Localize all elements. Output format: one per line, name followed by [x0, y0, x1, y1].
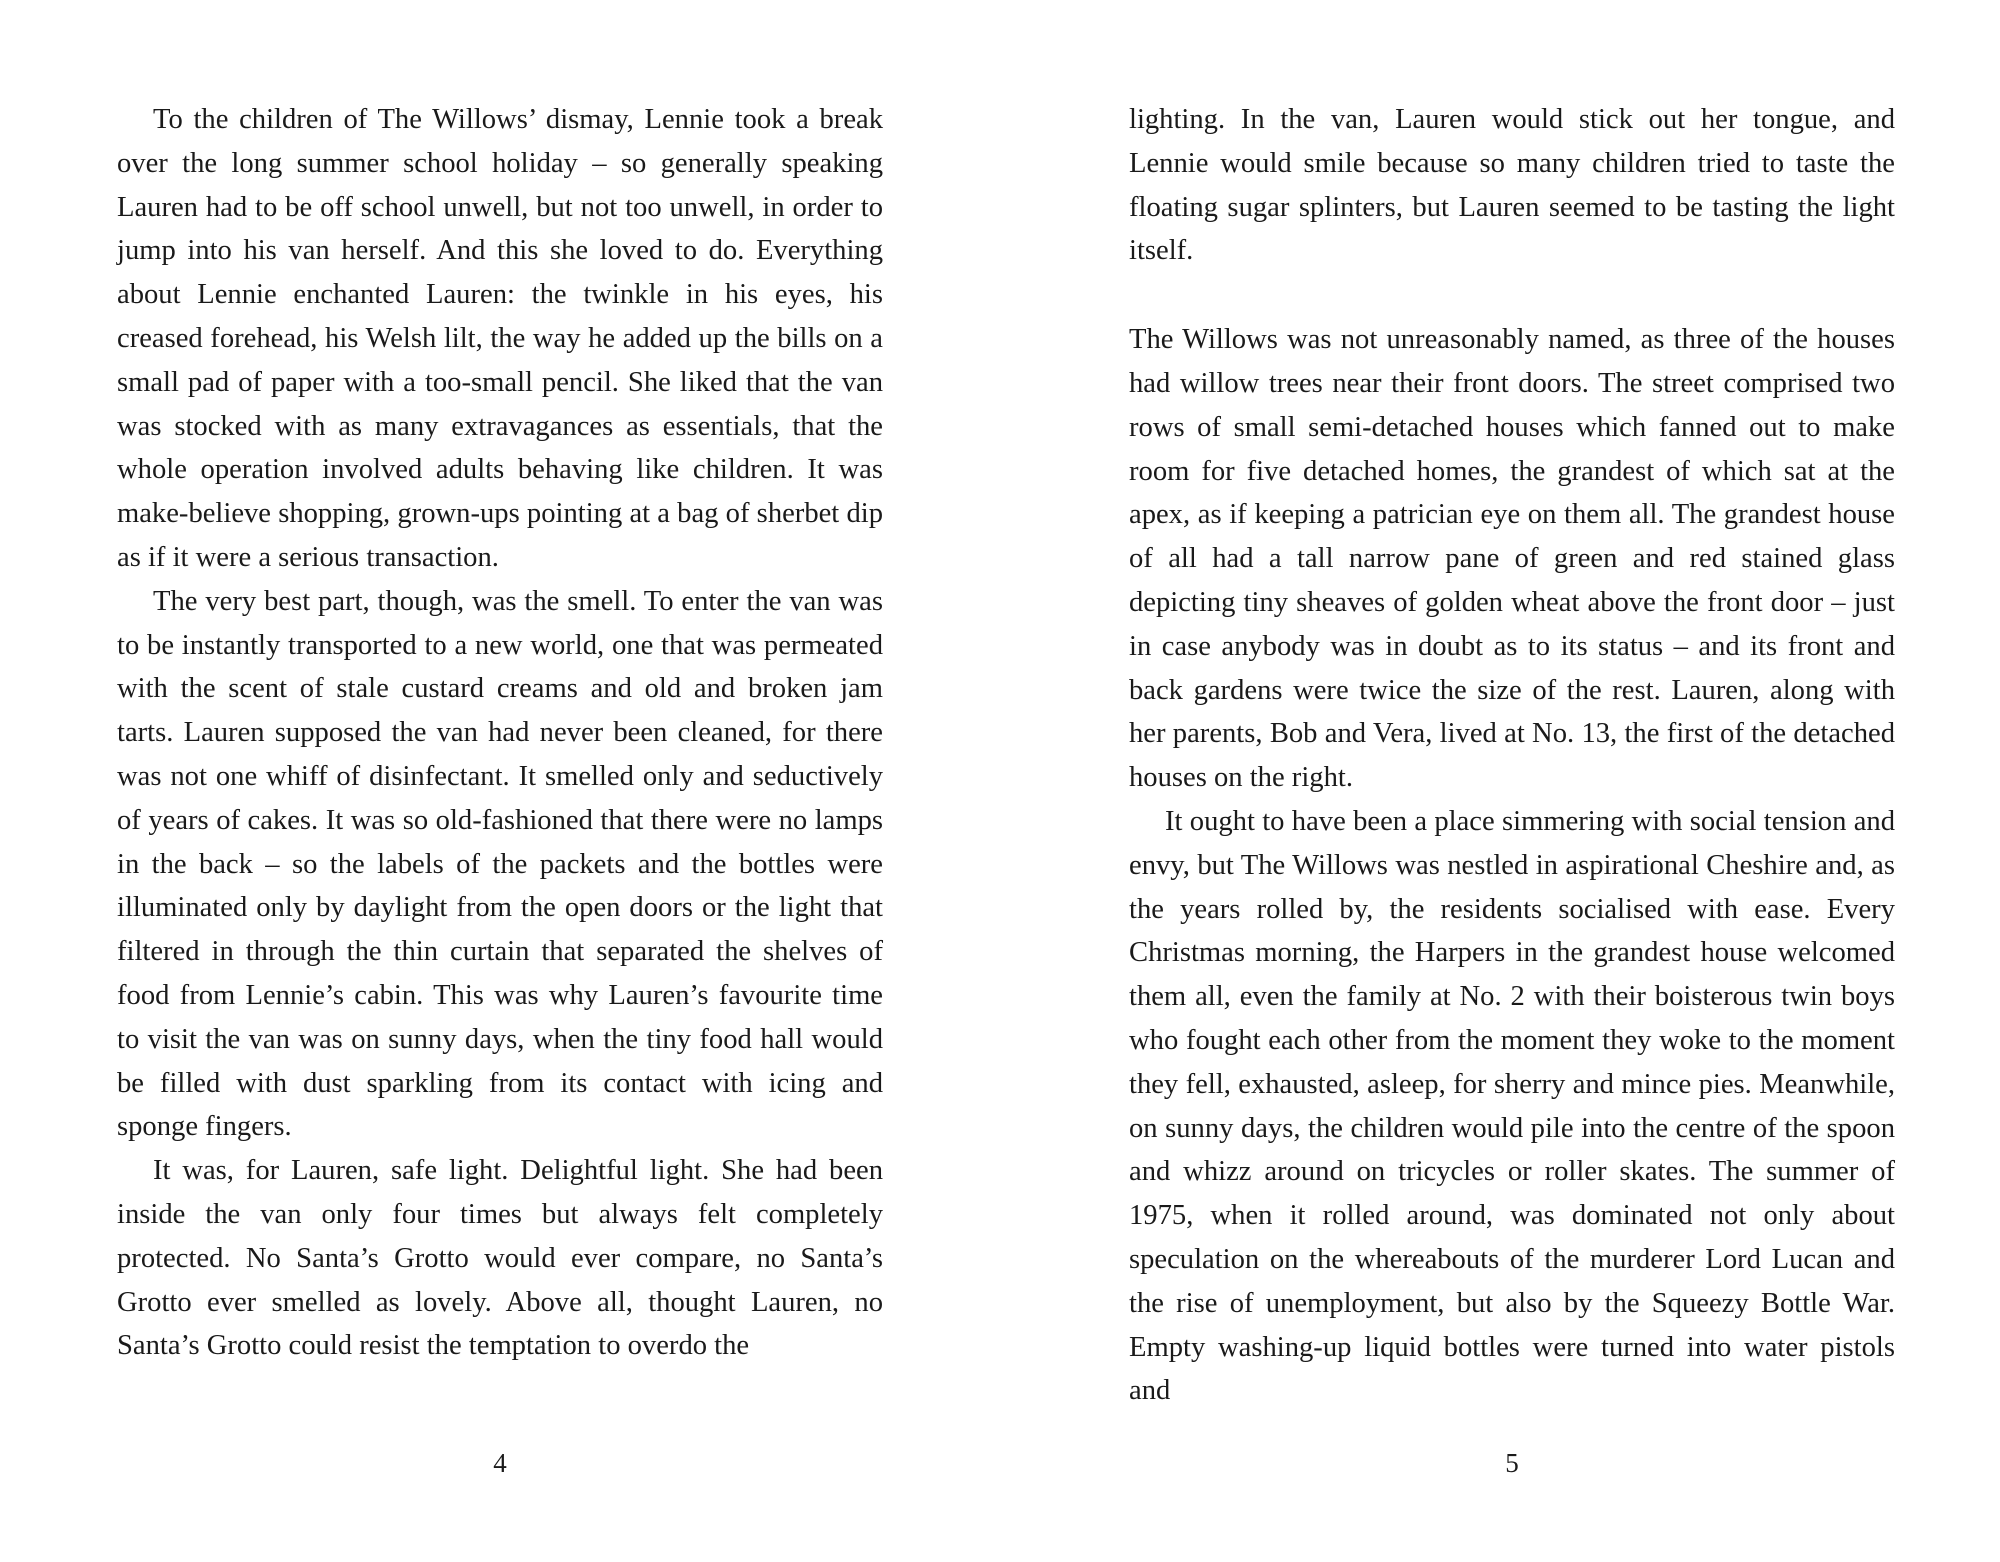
continued-paragraph: lighting. In the van, Lauren would stick out her tongue, and Lennie would smile because so many children tried to taste the floating sugar splinters, but Lauren seemed to be tasting the light itself.	[1129, 104, 1895, 267]
paragraph: It was, for Lauren, safe light. Delightful light. She had been inside the van only four times but always felt completely protected. No Santa’s Grotto would ever compare, no Santa’s Grotto ever smelled as lovely. Above all, thought Lauren, no Santa’s Grotto could resist the temptation to overdo the	[117, 1155, 883, 1362]
paragraph: It ought to have been a place simmering with social tension and envy, but The Willows was nestled in aspirational Cheshire and, as the years rolled by, the residents socialised with ease. Every Christmas morning, the Harpers in the grandest house welcomed them all, even the family at No. 2 with their boisterous twin boys who fought each other from the moment they woke to the moment they fell, exhausted, asleep, for sherry and mince pies. Meanwhile, on sunny days, the children would pile into the centre of the spoon and whizz around on tricycles or roller skates. The summer of 1975, when it rolled around, was dominated not only about speculation on the whereabouts of the murderer Lord Lucan and the rise of unemployment, but also by the Squeezy Bottle War. Empty washing-up liquid bottles were turned into water pistols and	[1129, 805, 1895, 1407]
right-page-text	[1129, 98, 1895, 1413]
paragraph: To the children of The Willows’ dismay, Lennie took a break over the long summer school holiday – so generally speaking Lauren had to be off school unwell, but not too unwell, in order to jump into his van herself. And this she loved to do. Everything about Lennie enchanted Lauren: the twinkle in his eyes, his creased forehead, his Welsh lilt, the way he added up the bills on a small pad of paper with a too-small pencil. She liked that the van was stocked with as many extravagances as essentials, that the whole operation involved adults behaving like children. It was make-believe shopping, grown-ups pointing at a bag of sherbet dip as if it were a serious transaction.	[117, 104, 883, 573]
right-page	[1000, 0, 2000, 1562]
section-break	[1129, 273, 1895, 318]
paragraph: The Willows was not unreasonably named, as three of the houses had willow trees near their front doors. The street comprised two rows of small semi-detached houses which fanned out to make room for five detached homes, the grandest of which sat at the apex, as if keeping a patrician eye on them all. The grandest house of all had a tall narrow pane of green and red stained glass depicting tiny sheaves of golden wheat above the front door – just in case anybody was in doubt as to its status – and its front and back gardens were twice the size of the rest. Lauren, along with her parents, Bob and Vera, lived at No. 13, the first of the detached houses on the right.	[1129, 324, 1895, 794]
page-number: 4	[493, 1448, 507, 1478]
paragraph: The very best part, though, was the smell. To enter the van was to be instantly transported to a new world, one that was permeated with the scent of stale custard creams and old and broken jam tarts. Lauren supposed the van had never been cleaned, for there was not one whiff of disinfectant. It smelled only and seductively of years of cakes. It was so old-fashioned that there were no lamps in the back – so the labels of the packets and the bottles were illuminated only by daylight from the open doors or the light that filtered in through the thin curtain that separated the shelves of food from Lennie’s cabin. This was why Lauren’s favourite time to visit the van was on sunny days, when the tiny food hall would be filled with dust sparkling from its contact with icing and sponge fingers.	[117, 585, 883, 1143]
left-page-text	[117, 98, 883, 1368]
page-number: 5	[1505, 1448, 1519, 1478]
